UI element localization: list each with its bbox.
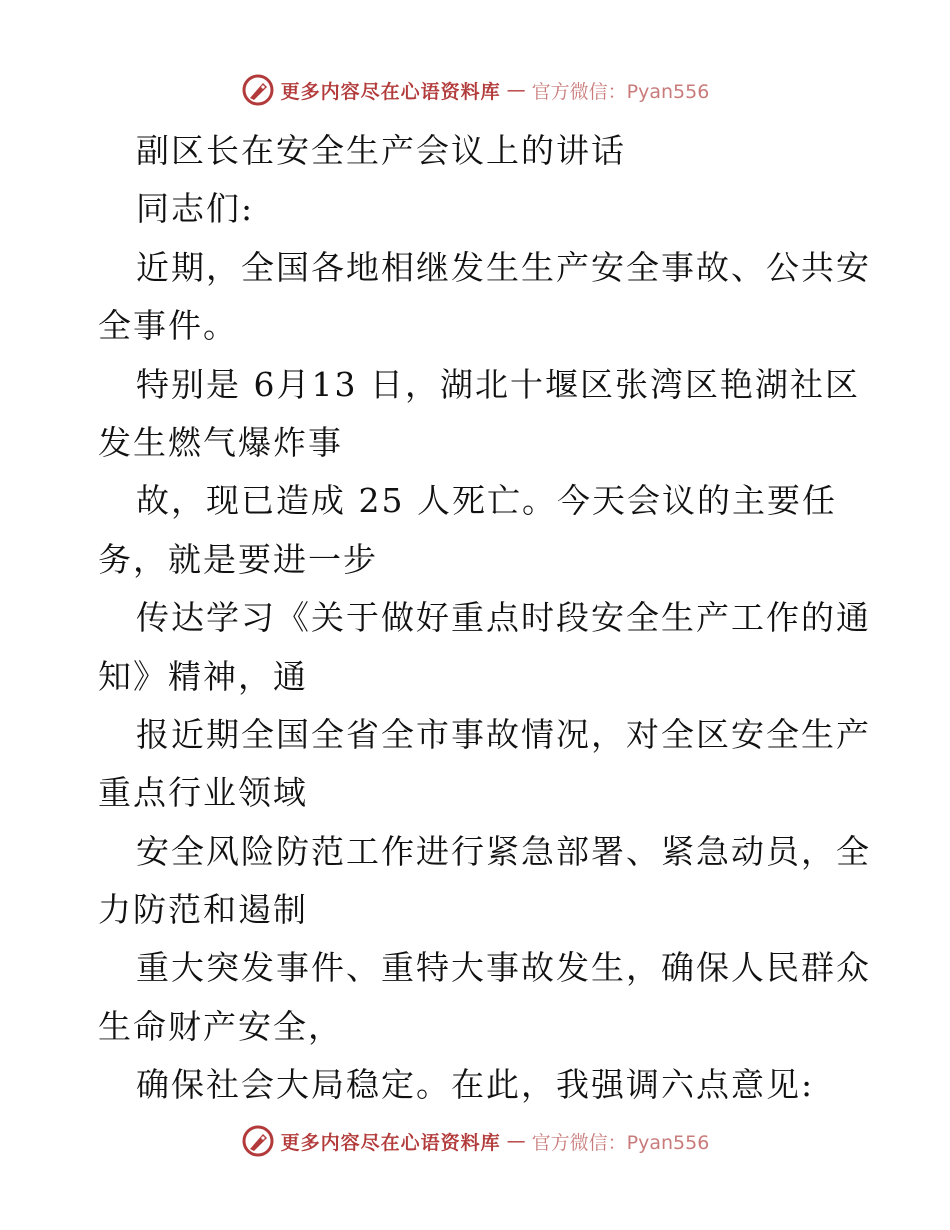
paragraph-line: 故，现已造成 25 人死亡。今天会议的主要任: [136, 481, 837, 521]
footer-watermark-banner: [0, 1121, 950, 1161]
paragraph-line: 安全风险防范工作进行紧急部署、紧急动员，全: [136, 831, 871, 871]
banner-dash: —: [506, 1130, 526, 1152]
banner-contact-text: 官方微信：Pyan556: [531, 1131, 710, 1154]
banner-brand-text: 更多内容尽在心语资料库: [280, 80, 501, 103]
document-title: 副区长在安全生产会议上的讲话: [136, 131, 626, 170]
header-watermark-banner: [0, 70, 950, 110]
banner-brand-text: 更多内容尽在心语资料库: [280, 1131, 501, 1154]
banner-dash: —: [506, 79, 526, 101]
paragraph-line: 报近期全国全省全市事故情况，对全区安全生产: [136, 714, 871, 754]
paragraph-line: 特别是 6月13 日，湖北十堰区张湾区艳湖社区: [136, 364, 860, 404]
salutation: 同志们:: [136, 189, 255, 229]
paragraph-line: 务，就是要进一步: [98, 539, 378, 579]
paragraph-line: 发生燃气爆炸事: [98, 422, 343, 462]
pen-nib-logo-icon: [241, 73, 275, 107]
paragraph-line: 确保社会大局稳定。在此，我强调六点意见:: [136, 1065, 815, 1105]
paragraph-line: 知》精神，通: [98, 656, 308, 696]
paragraph-line: 传达学习《关于做好重点时段安全生产工作的通: [136, 598, 871, 638]
paragraph-line: 近期，全国各地相继发生生产安全事故、公共安: [136, 247, 871, 287]
paragraph-line: 生命财产安全，: [98, 1006, 343, 1046]
banner-contact-text: 官方微信：Pyan556: [531, 80, 710, 103]
paragraph-line: 全事件。: [98, 306, 238, 346]
document-body: [98, 122, 871, 1115]
paragraph-line: 重点行业领域: [98, 773, 308, 813]
paragraph-line: 重大突发事件、重特大事故发生，确保人民群众: [136, 948, 871, 988]
paragraph-line: 力防范和遏制: [98, 890, 308, 930]
pen-nib-logo-icon: [241, 1124, 275, 1158]
